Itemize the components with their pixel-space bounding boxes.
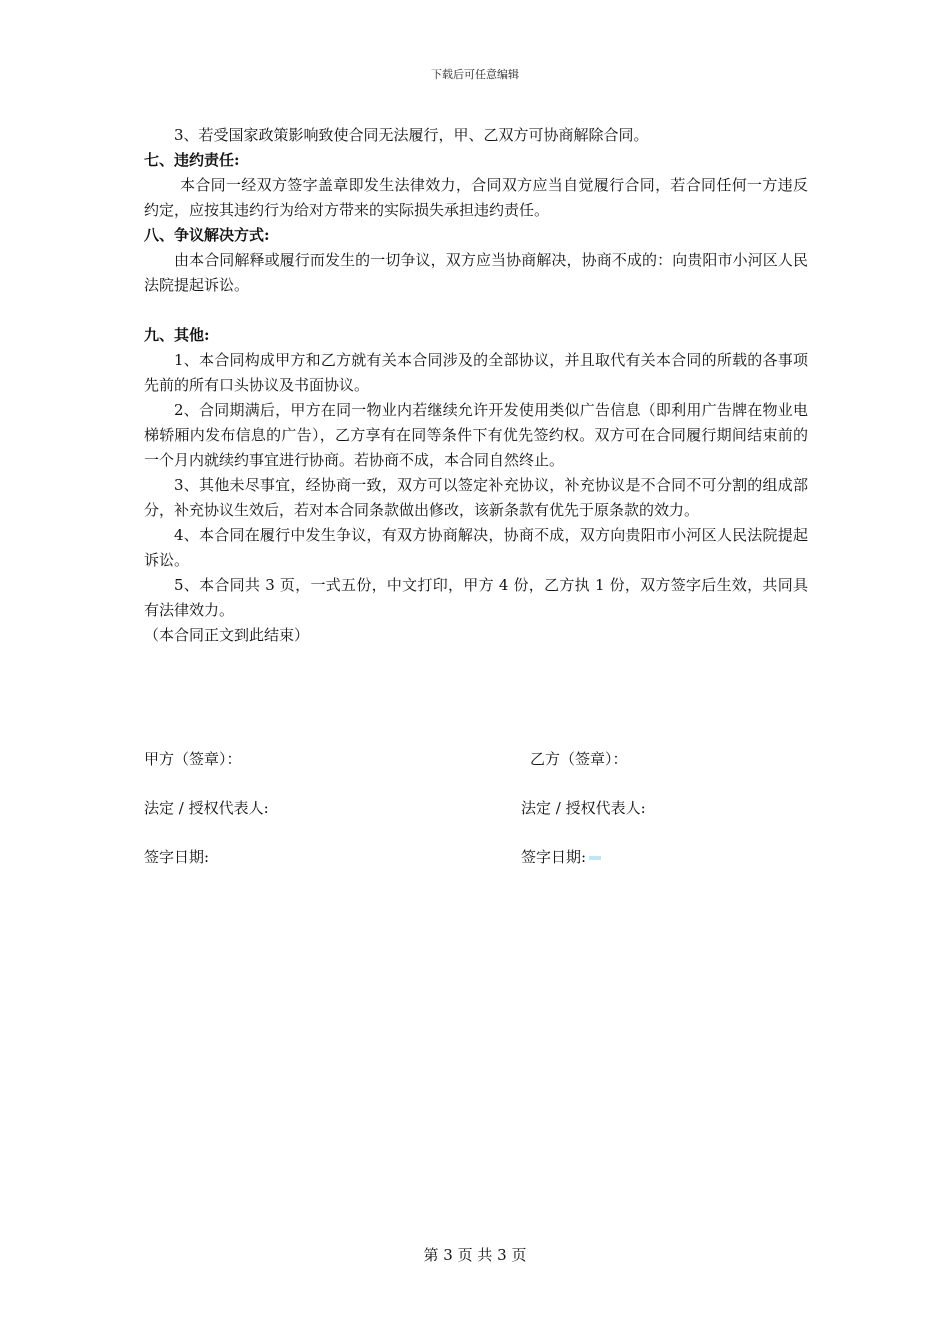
page-footer: 第 3 页 共 3 页 (423, 1246, 527, 1264)
heading-breach-liability: 七、违约责任: (144, 151, 240, 169)
party-b-representative-label: 法定 / 授权代表人: (521, 799, 646, 817)
blank-line (144, 298, 808, 323)
party-b-date-label: 签字日期: (521, 848, 587, 866)
party-a-date-label: 签字日期: (144, 848, 210, 866)
party-a-representative-label: 法定 / 授权代表人: (144, 799, 269, 817)
contract-body (144, 123, 808, 648)
header-note: 下载后可任意编辑 (431, 68, 519, 81)
party-b-seal-label: 乙方（签章）： (530, 750, 628, 768)
clause-national-policy: 3、若受国家政策影响致使合同无法履行，甲、乙双方可协商解除合同。 (174, 126, 649, 144)
other-clause-4: 4、本合同在履行中发生争议，有双方协商解决，协商不成，双方向贵阳市小河区人民法院提起诉讼。 (144, 526, 808, 569)
heading-other: 九、其他: (144, 326, 210, 344)
party-a-seal-label: 甲方（签章）： (144, 750, 242, 768)
signature-row-representative (144, 797, 808, 821)
other-clause-2: 2、合同期满后，甲方在同一物业内若继续允许开发使用类似广告信息（即利用广告牌在物业电梯轿厢内发布信息的广告），乙方享有在同等条件下有优先签约权。双方可在合同履行期间结束前的一个月内就续约事宜进行协商。若协商不成，本合同自然终止。 (144, 401, 808, 469)
party-b-date-group (521, 846, 601, 867)
date-field-marker (589, 856, 601, 860)
clause-dispute-resolution: 由本合同解释或履行而发生的一切争议，双方应当协商解决，协商不成的：向贵阳市小河区人民法院提起诉讼。 (144, 251, 808, 294)
heading-dispute-resolution: 八、争议解决方式: (144, 226, 270, 244)
other-clause-1: 1、本合同构成甲方和乙方就有关本合同涉及的全部协议，并且取代有关本合同的所载的各事项先前的所有口头协议及书面协议。 (144, 351, 808, 394)
other-clause-3: 3、其他未尽事宜，经协商一致，双方可以签定补充协议，补充协议是不合同不可分割的组成部分，补充协议生效后，若对本合同条款做出修改，该新条款有优先于原条款的效力。 (144, 476, 808, 519)
end-of-text-note: （本合同正文到此结束） (144, 626, 310, 644)
other-clause-5: 5、本合同共 3 页，一式五份，中文打印，甲方 4 份，乙方执 1 份，双方签字后生效，共同具有法律效力。 (144, 576, 808, 619)
signature-row-seal (144, 748, 808, 772)
signature-row-date (144, 846, 808, 870)
clause-breach-liability: 本合同一经双方签字盖章即发生法律效力，合同双方应当自觉履行合同，若合同任何一方违反约定，应按其违约行为给对方带来的实际损失承担违约责任。 (144, 176, 808, 219)
